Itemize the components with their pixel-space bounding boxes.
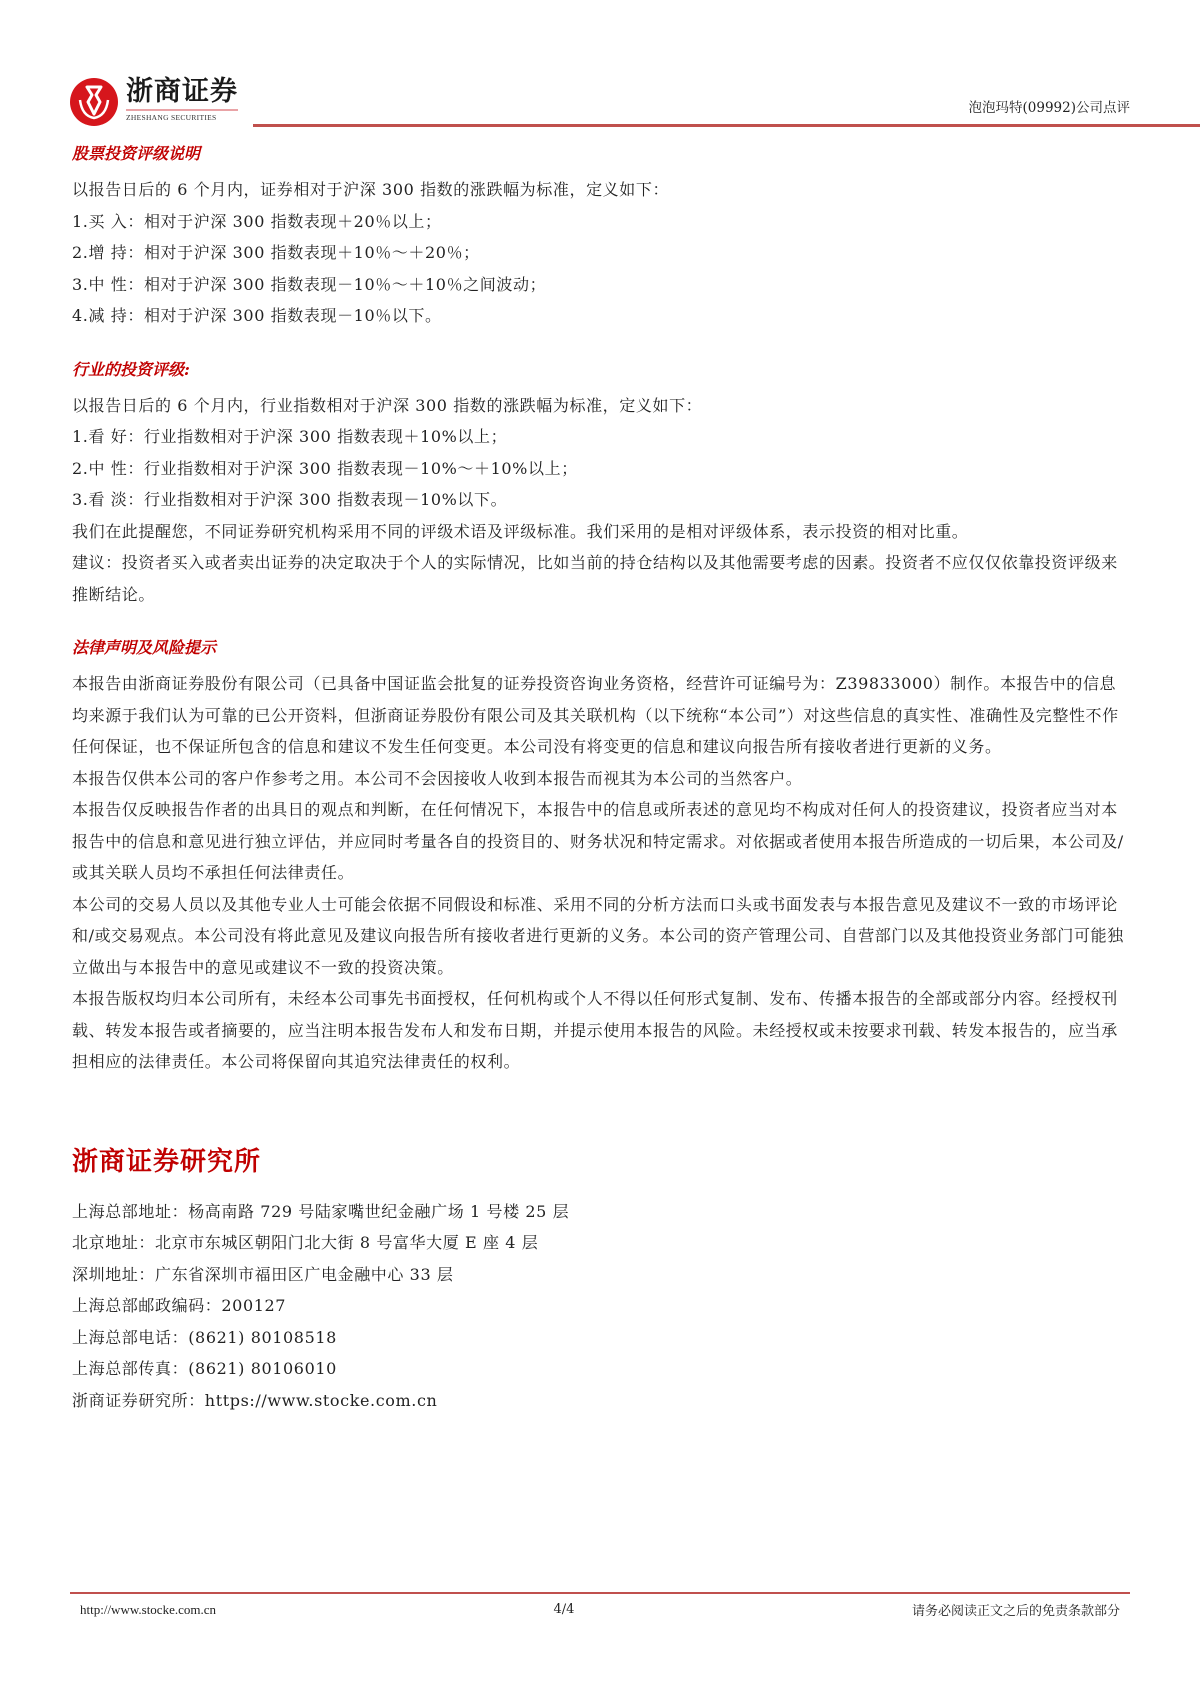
rating-note: 我们在此提醒您，不同证券研究机构采用不同的评级术语及评级标准。我们采用的是相对评级体系，表示投资的相对比重。 — [72, 521, 969, 541]
header-divider — [253, 124, 1200, 127]
page-header — [70, 76, 1130, 130]
company-logo — [70, 76, 238, 126]
institute-title: 浙商证券研究所 — [72, 1146, 262, 1177]
institute-address-shenzhen: 深圳地址：广东省深圳市福田区广电金融中心 33 层 — [72, 1264, 454, 1284]
logo-english-name: ZHESHANG SECURITIES — [126, 113, 217, 122]
page-footer — [70, 1592, 1130, 1619]
document-title: 泡泡玛特(09992)公司点评 — [968, 100, 1130, 116]
page-content — [72, 142, 1132, 1416]
industry-rating-item: 1.看 好：行业指数相对于沪深 300 指数表现＋10%以上； — [72, 427, 508, 446]
institute-address-shanghai: 上海总部地址：杨高南路 729 号陆家嘴世纪金融广场 1 号楼 25 层 — [72, 1201, 570, 1221]
page-number: 4/4 — [553, 1602, 575, 1617]
footer-url-link[interactable]: http://www.stocke.com.cn — [80, 1601, 216, 1617]
industry-rating-item: 3.看 淡：行业指数相对于沪深 300 指数表现－10%以下。 — [72, 490, 508, 509]
institute-website[interactable]: 浙商证券研究所：https://www.stocke.com.cn — [72, 1390, 438, 1410]
legal-paragraph: 本报告仅供本公司的客户作参考之用。本公司不会因接收人收到本报告而视其为本公司的当然客户。 — [72, 768, 803, 788]
legal-paragraph: 本公司的交易人员以及其他专业人士可能会依据不同假设和标准、采用不同的分析方法而口头或书面发表与本报告意见及建议不一致的市场评论和/或交易观点。本公司没有将此意见及建议向报告所有接收者进行更新的义务。本公司的资产管理公司、自营部门以及其他投资业务部门可能独立做出与本报告中的意见或建议不一致的投资决策。 — [72, 894, 1124, 977]
stock-rating-title: 股票投资评级说明 — [72, 144, 201, 163]
legal-paragraph: 本报告仅反映报告作者的出具日的观点和判断，在任何情况下，本报告中的信息或所表述的意见均不构成对任何人的投资建议，投资者应当对本报告中的信息和意见进行独立评估，并应同时考量各自的投资目的、财务状况和特定需求。对依据或者使用本报告所造成的一切后果，本公司及/或其关联人员均不承担任何法律责任。 — [72, 800, 1124, 882]
industry-rating-intro: 以报告日后的 6 个月内，行业指数相对于沪深 300 指数的涨跌幅为标准，定义如下： — [72, 395, 703, 415]
legal-paragraph: 本报告由浙商证券股份有限公司（已具备中国证监会批复的证券投资咨询业务资格，经营许可证编号为：Z39833000）制作。本报告中的信息均来源于我们认为可靠的已公开资料，但浙商证券股份有限公司及其关联机构（以下统称“本公司”）对这些信息的真实性、准确性及完整性不作任何保证，也不保证所包含的信息和建议不发生任何变更。本公司没有将变更的信息和建议向报告所有接收者进行更新的义务。 — [72, 674, 1119, 756]
industry-rating-item: 2.中 性：行业指数相对于沪深 300 指数表现－10%～＋10%以上； — [72, 458, 578, 478]
logo-chinese-name: 浙商证券 — [126, 76, 238, 111]
rating-note: 建议：投资者买入或者卖出证券的决定取决于个人的实际情况，比如当前的持仓结构以及其他需要考虑的因素。投资者不应仅仅依靠投资评级来推断结论。 — [72, 553, 1118, 604]
stock-rating-intro: 以报告日后的 6 个月内，证券相对于沪深 300 指数的涨跌幅为标准，定义如下： — [72, 180, 670, 199]
legal-title: 法律声明及风险提示 — [72, 638, 217, 657]
legal-paragraph: 本报告版权均归本公司所有，未经本公司事先书面授权，任何机构或个人不得以任何形式复制、发布、传播本报告的全部或部分内容。经授权刊载、转发本报告或者摘要的，应当注明本报告发布人和发布日期，并提示使用本报告的风险。未经授权或未按要求刊载、转发本报告的，应当承担相应的法律责任。本公司将保留向其追究法律责任的权利。 — [72, 989, 1118, 1071]
stock-rating-item: 3.中 性：相对于沪深 300 指数表现－10％～＋10％之间波动； — [72, 274, 547, 294]
stock-rating-item: 1.买 入：相对于沪深 300 指数表现＋20％以上； — [72, 211, 442, 231]
stock-rating-item: 2.增 持：相对于沪深 300 指数表现＋10％～＋20％； — [72, 243, 480, 262]
institute-address-beijing: 北京地址：北京市东城区朝阳门北大街 8 号富华大厦 E 座 4 层 — [72, 1233, 539, 1252]
stock-rating-item: 4.减 持：相对于沪深 300 指数表现－10％以下。 — [72, 306, 442, 325]
institute-fax: 上海总部传真：(8621) 80106010 — [72, 1359, 337, 1378]
institute-phone: 上海总部电话：(8621) 80108518 — [72, 1327, 337, 1347]
zheshang-logo-icon — [70, 78, 118, 126]
institute-postcode: 上海总部邮政编码：200127 — [72, 1296, 287, 1315]
footer-disclaimer: 请务必阅读正文之后的免责条款部分 — [911, 1604, 1120, 1619]
industry-rating-title: 行业的投资评级: — [72, 359, 190, 379]
